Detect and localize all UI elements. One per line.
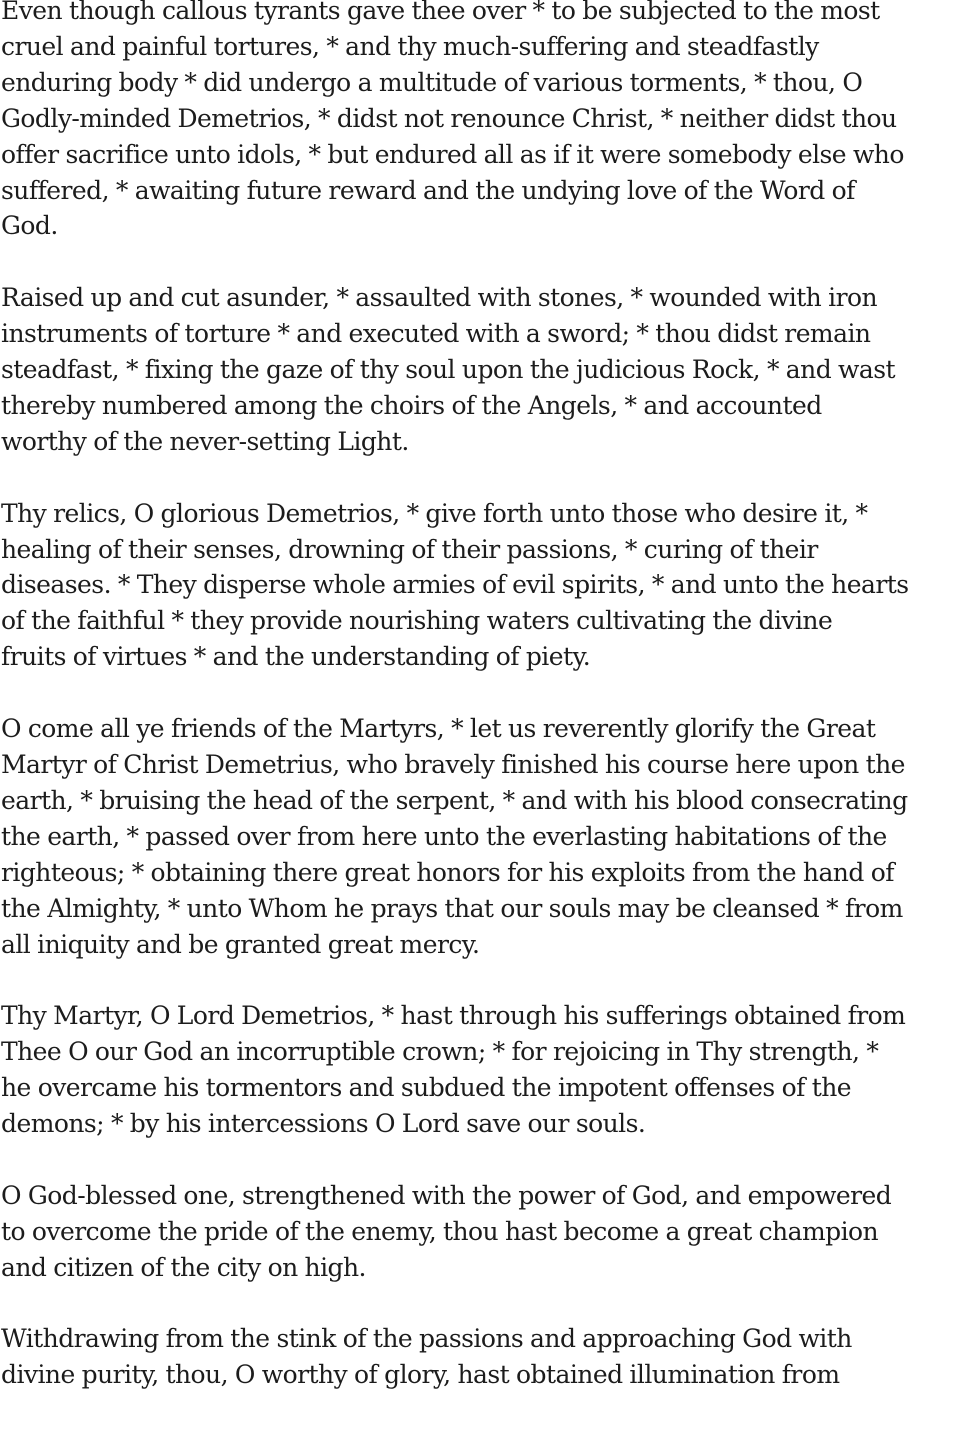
text-line: of the faithful * they provide nourishing waters cultivating the divine <box>1 606 833 636</box>
text-line: Raised up and cut asunder, * assaulted with stones, * wounded with iron <box>1 283 878 313</box>
text-line: demons; * by his intercessions O Lord save our souls. <box>1 1109 646 1139</box>
text-line: divine purity, thou, O worthy of glory, hast obtained illumination from <box>1 1360 840 1390</box>
paragraph-thy-martyr <box>0 998 960 1142</box>
paragraph-god-blessed <box>0 1178 960 1286</box>
text-line: Thy relics, O glorious Demetrios, * give forth unto those who desire it, * <box>1 498 868 528</box>
text-line: the Almighty, * unto Whom he prays that our souls may be cleansed * from <box>1 893 903 923</box>
text-line: to overcome the pride of the enemy, thou hast become a great champion <box>1 1216 879 1246</box>
text-line: suffered, * awaiting future reward and the undying love of the Word of <box>1 175 855 205</box>
text-line: Godly-minded Demetrios, * didst not renounce Christ, * neither didst thou <box>1 103 897 133</box>
text-line: Even though callous tyrants gave thee over * to be subjected to the most <box>1 0 880 25</box>
text-line: diseases. * They disperse whole armies of evil spirits, * and unto the hearts <box>1 570 909 600</box>
text-line: cruel and painful tortures, * and thy much-suffering and steadfastly <box>1 31 819 61</box>
text-line: earth, * bruising the head of the serpent, * and with his blood consecrating <box>1 785 908 815</box>
text-line: righteous; * obtaining there great honors for his exploits from the hand of <box>1 857 894 887</box>
text-line: the earth, * passed over from here unto the everlasting habitations of the <box>1 821 887 851</box>
text-line: he overcame his tormentors and subdued the impotent offenses of the <box>1 1073 851 1103</box>
text-line: all iniquity and be granted great mercy. <box>1 929 480 959</box>
paragraph-relics <box>0 496 960 676</box>
text-line: God. <box>1 211 58 241</box>
text-line: and citizen of the city on high. <box>1 1252 366 1282</box>
text-line: steadfast, * fixing the gaze of thy soul upon the judicious Rock, * and wast <box>1 355 896 385</box>
text-line: Martyr of Christ Demetrius, who bravely finished his course here upon the <box>1 749 905 779</box>
text-line: Thee O our God an incorruptible crown; * for rejoicing in Thy strength, * <box>1 1037 879 1067</box>
text-line: offer sacrifice unto idols, * but endured all as if it were somebody else who <box>1 139 904 169</box>
text-line: healing of their senses, drowning of their passions, * curing of their <box>1 534 818 564</box>
paragraph-tyrants <box>0 0 960 244</box>
text-line: fruits of virtues * and the understanding of piety. <box>1 642 591 672</box>
text-line: O come all ye friends of the Martyrs, * let us reverently glorify the Great <box>1 714 876 744</box>
text-line: Withdrawing from the stink of the passions and approaching God with <box>1 1324 852 1354</box>
text-line: enduring body * did undergo a multitude of various torments, * thou, O <box>1 67 863 97</box>
text-line: instruments of torture * and executed with a sword; * thou didst remain <box>1 319 871 349</box>
paragraph-come-all-ye <box>0 711 960 962</box>
text-line: thereby numbered among the choirs of the Angels, * and accounted <box>1 390 822 420</box>
paragraph-raised-up <box>0 280 960 460</box>
paragraph-withdrawing <box>0 1321 960 1393</box>
text-line: Thy Martyr, O Lord Demetrios, * hast through his sufferings obtained from <box>1 1001 906 1031</box>
text-line: O God-blessed one, strengthened with the power of God, and empowered <box>1 1180 892 1210</box>
text-line: worthy of the never-setting Light. <box>1 426 409 456</box>
